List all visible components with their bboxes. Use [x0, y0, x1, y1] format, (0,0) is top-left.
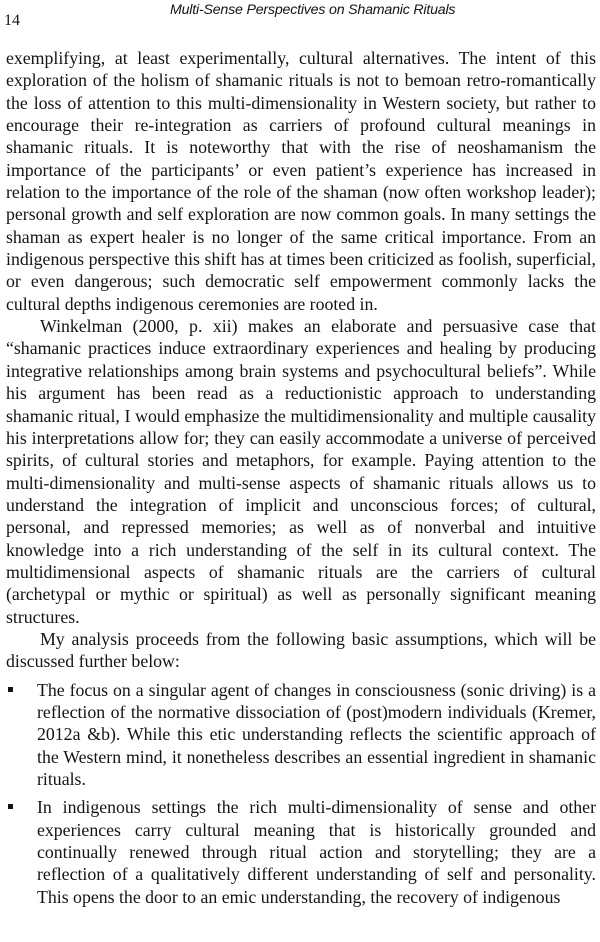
bullet-list — [6, 679, 596, 908]
bullet-icon — [8, 804, 13, 809]
bullet-item — [6, 796, 596, 908]
bullet-item — [6, 679, 596, 791]
bullet-icon — [8, 687, 13, 692]
bullet-text: The focus on a singular agent of changes in consciousness (sonic driving) is a reflection of the normative dissociation of (post)modern individuals (Kremer, 2012a &b). While this etic understanding reflects the scientific approach of the Western mind, it nonetheless describes an essential ingredient in shamanic rituals. — [37, 679, 596, 789]
running-head: Multi-Sense Perspectives on Shamanic Rituals — [170, 2, 456, 18]
page-header — [0, 0, 600, 34]
paragraph: My analysis proceeds from the following basic assumptions, which will be discussed further below: — [6, 628, 596, 672]
paragraph: Winkelman (2000, p. xii) makes an elaborate and persuasive case that “shamanic practices induce extraordinary experiences and healing by producing integrative relationships among brain systems and psychocultural beliefs”. While his argument has been read as a reductionistic approach to understanding shamanic ritual, I would emphasize the multidimensionality and multiple causality his interpretations allow for; they can easily accommodate a universe of perceived spirits, of cultural stories and metaphors, for example. Paying attention to the multi-dimensionality and multi-sense aspects of shamanic rituals allows us to understand the integration of implicit and unconscious forces; of cultural, personal, and repressed memories; as well as of nonverbal and intuitive knowledge into a rich understanding of the self in its cultural context. The multidimensional aspects of shamanic rituals are the carriers of cultural (archetypal or mythic or spiritual) as well as personally significant meaning structures. — [6, 316, 596, 627]
page-number: 14 — [4, 12, 20, 29]
body-text — [6, 47, 596, 908]
bullet-text: In indigenous settings the rich multi-dimensionality of sense and other experiences carry cultural meaning that is historically grounded and continually renewed through ritual action and storytelling; they are a reflection of a qualitatively different understanding of self and personality. This opens the door to an emic understanding, the recovery of indigenous — [37, 797, 596, 907]
paragraph: exemplifying, at least experimentally, cultural alternatives. The intent of this exploration of the holism of shamanic rituals is not to bemoan retro-romantically the loss of attention to this multi-dimensionality in Western society, but rather to encourage their re-integration as carriers of profound cultural meanings in shamanic rituals. It is noteworthy that with the rise of neoshamanism the importance of the participants’ or even patient’s experience has increased in relation to the importance of the role of the shaman (now often workshop leader); personal growth and self exploration are now common goals. In many settings the shaman as expert healer is no longer of the same critical importance. From an indigenous perspective this shift has at times been criticized as foolish, superficial, or even dangerous; such democratic self empowerment commonly lacks the cultural depths indigenous ceremonies are rooted in. — [6, 48, 596, 314]
